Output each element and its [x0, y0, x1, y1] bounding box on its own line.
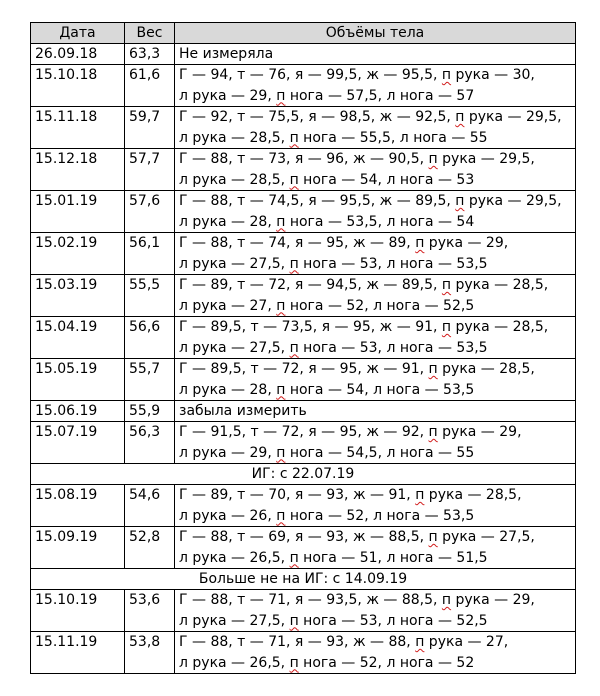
header-weight: Вес	[125, 23, 175, 44]
volumes-cell	[175, 527, 576, 569]
date-cell: 15.08.19	[31, 485, 125, 527]
volumes-text: нога — 54,5, л нога — 55	[285, 444, 475, 461]
volumes-cell	[175, 317, 576, 359]
volumes-line-1	[179, 632, 575, 653]
volumes-cell	[175, 359, 576, 401]
weight-cell: 59,7	[125, 107, 175, 149]
spellcheck-underlined-word: п	[289, 129, 299, 146]
volumes-cell	[175, 149, 576, 191]
spellcheck-underlined-word: п	[455, 109, 465, 125]
volumes-line-2	[179, 611, 575, 632]
volumes-text: Г — 89,5, т — 72, я — 95, ж — 91,	[179, 361, 429, 377]
table-row	[31, 233, 576, 275]
spellcheck-underlined-word: п	[276, 444, 286, 461]
table-row	[31, 65, 576, 107]
volumes-text: рука — 29,	[424, 235, 509, 251]
volumes-text: л рука — 29,	[179, 87, 277, 104]
volumes-cell: Не измеряла	[175, 44, 576, 65]
volumes-line-1	[179, 149, 575, 170]
volumes-text: рука — 28,5,	[437, 361, 535, 377]
table-row	[31, 191, 576, 233]
volumes-line-2	[179, 338, 575, 359]
weight-cell: 53,8	[125, 632, 175, 674]
table-row	[31, 401, 576, 422]
spellcheck-underlined-word: п	[441, 319, 452, 335]
volumes-line-2	[179, 653, 575, 674]
volumes-text: Г — 88, т — 74, я — 95, ж — 89,	[179, 235, 416, 251]
volumes-line-2	[179, 86, 575, 107]
volumes-cell	[175, 191, 576, 233]
volumes-text: нога — 53, л нога — 53,5	[298, 255, 488, 272]
volumes-text: л рука — 26,5,	[179, 549, 290, 566]
date-cell: 15.01.19	[31, 191, 125, 233]
volumes-text: Г — 88, т — 69, я — 93, ж — 88,5,	[179, 529, 429, 545]
spellcheck-underlined-word: п	[289, 612, 299, 629]
volumes-cell: забыла измерить	[175, 401, 576, 422]
spellcheck-underlined-word: п	[276, 507, 286, 524]
volumes-text: рука — 29,5,	[464, 193, 562, 209]
spellcheck-underlined-word: п	[441, 67, 452, 83]
volumes-text: Г — 94, т — 76, я — 99,5, ж — 95,5,	[179, 67, 442, 83]
spellcheck-underlined-word: п	[276, 297, 286, 314]
volumes-cell	[175, 422, 576, 464]
section-separator-row	[31, 569, 576, 590]
spellcheck-underlined-word: п	[289, 549, 299, 566]
volumes-text: л рука — 28,5,	[179, 129, 290, 146]
volumes-text: нога — 53, л нога — 52,5	[298, 612, 488, 629]
volumes-line-2	[179, 254, 575, 275]
volumes-line-2	[179, 212, 575, 233]
date-cell: 15.05.19	[31, 359, 125, 401]
spellcheck-underlined-word: п	[276, 381, 286, 398]
date-cell: 26.09.18	[31, 44, 125, 65]
date-cell: 15.07.19	[31, 422, 125, 464]
volumes-line-2	[179, 443, 575, 464]
table-row	[31, 527, 576, 569]
volumes-text: нога — 52, л нога — 52,5	[285, 297, 475, 314]
volumes-text: нога — 53,5, л нога — 54	[285, 213, 475, 230]
spellcheck-underlined-word: п	[415, 235, 425, 251]
spellcheck-underlined-word: п	[289, 255, 299, 272]
volumes-text: л рука — 26,5,	[179, 654, 290, 671]
volumes-text: Г — 89, т — 72, я — 94,5, ж — 89,5,	[179, 277, 442, 293]
header-row	[31, 23, 576, 44]
date-cell: 15.11.18	[31, 107, 125, 149]
volumes-text: л рука — 27,5,	[179, 255, 290, 272]
date-cell: 15.04.19	[31, 317, 125, 359]
spellcheck-underlined-word: п	[415, 634, 425, 650]
volumes-text: Г — 89,5, т — 73,5, я — 95, ж — 91,	[179, 319, 442, 335]
volumes-text: нога — 53, л нога — 53,5	[298, 339, 488, 356]
volumes-cell	[175, 107, 576, 149]
table-row	[31, 275, 576, 317]
volumes-line-2	[179, 506, 575, 527]
volumes-cell	[175, 233, 576, 275]
date-cell: 15.10.19	[31, 590, 125, 632]
volumes-cell	[175, 275, 576, 317]
spellcheck-underlined-word: п	[276, 87, 286, 104]
date-cell: 15.06.19	[31, 401, 125, 422]
volumes-text: рука — 28,5,	[424, 487, 522, 503]
table-row	[31, 107, 576, 149]
volumes-text: Г — 88, т — 73, я — 96, ж — 90,5,	[179, 151, 429, 167]
spellcheck-underlined-word: п	[455, 193, 465, 209]
weight-cell: 57,7	[125, 149, 175, 191]
spellcheck-underlined-word: п	[415, 487, 425, 503]
date-cell: 15.02.19	[31, 233, 125, 275]
table-row	[31, 422, 576, 464]
volumes-line-2	[179, 296, 575, 317]
volumes-text: Г — 92, т — 75,5, я — 98,5, ж — 92,5,	[179, 109, 456, 125]
volumes-line-2	[179, 128, 575, 149]
volumes-text: рука — 30,	[451, 67, 535, 83]
volumes-text: рука — 29,5,	[437, 151, 535, 167]
table-row	[31, 632, 576, 674]
volumes-line-1	[179, 65, 575, 86]
volumes-text: л рука — 26,	[179, 507, 277, 524]
volumes-text: рука — 27,5,	[437, 529, 535, 545]
weight-cell: 56,6	[125, 317, 175, 359]
volumes-text: Г — 88, т — 74,5, я — 95,5, ж — 89,5,	[179, 193, 456, 209]
date-cell: 15.10.18	[31, 65, 125, 107]
volumes-text: нога — 54, л нога — 53,5	[285, 381, 475, 398]
volumes-line-1	[179, 359, 575, 380]
volumes-text: нога — 55,5, л нога — 55	[298, 129, 488, 146]
header-date: Дата	[31, 23, 125, 44]
volumes-text: л рука — 28,5,	[179, 171, 290, 188]
volumes-text: нога — 52, л нога — 53,5	[285, 507, 475, 524]
table-body	[31, 44, 576, 674]
section-separator-row	[31, 464, 576, 485]
measurements-table	[30, 22, 576, 674]
spellcheck-underlined-word: п	[441, 592, 452, 608]
weight-cell: 52,8	[125, 527, 175, 569]
volumes-line-1	[179, 275, 575, 296]
weight-cell: 57,6	[125, 191, 175, 233]
volumes-line-1	[179, 590, 575, 611]
table-row	[31, 44, 576, 65]
spellcheck-underlined-word: п	[428, 424, 438, 440]
volumes-text: рука — 29,	[451, 592, 535, 608]
volumes-text: рука — 28,5,	[451, 277, 549, 293]
weight-cell: 55,5	[125, 275, 175, 317]
volumes-text: Г — 88, т — 71, я — 93, ж — 88,	[179, 634, 416, 650]
spellcheck-underlined-word: п	[428, 361, 438, 377]
weight-cell: 61,6	[125, 65, 175, 107]
volumes-text: л рука — 27,5,	[179, 612, 290, 629]
header-volumes: Объёмы тела	[175, 23, 576, 44]
volumes-text: Г — 89, т — 70, я — 93, ж — 91,	[179, 487, 416, 503]
volumes-text: л рука — 28,	[179, 381, 277, 398]
weight-cell: 56,1	[125, 233, 175, 275]
volumes-text: рука — 29,5,	[464, 109, 562, 125]
volumes-line-1	[179, 317, 575, 338]
volumes-line-1	[179, 107, 575, 128]
volumes-cell	[175, 485, 576, 527]
volumes-line-1	[179, 422, 575, 443]
date-cell: 15.12.18	[31, 149, 125, 191]
volumes-line-1	[179, 191, 575, 212]
spellcheck-underlined-word: п	[428, 151, 438, 167]
volumes-text: Г — 88, т — 71, я — 93,5, ж — 88,5,	[179, 592, 442, 608]
volumes-text: нога — 57,5, л нога — 57	[285, 87, 475, 104]
volumes-line-2	[179, 548, 575, 569]
volumes-cell	[175, 65, 576, 107]
volumes-text: л рука — 27,	[179, 297, 277, 314]
volumes-text: нога — 54, л нога — 53	[298, 171, 475, 188]
spellcheck-underlined-word: п	[289, 339, 299, 356]
volumes-text: нога — 51, л нога — 51,5	[298, 549, 488, 566]
volumes-text: Г — 91,5, т — 72, я — 95, ж — 92,	[179, 424, 429, 440]
spellcheck-underlined-word: п	[289, 654, 299, 671]
section-separator-label: ИГ: с 22.07.19	[31, 464, 576, 485]
volumes-line-1	[179, 233, 575, 254]
spellcheck-underlined-word: п	[441, 277, 452, 293]
date-cell: 15.09.19	[31, 527, 125, 569]
volumes-line-2	[179, 170, 575, 191]
weight-cell: 56,3	[125, 422, 175, 464]
volumes-line-2	[179, 380, 575, 401]
spellcheck-underlined-word: п	[289, 171, 299, 188]
section-separator-label: Больше не на ИГ: с 14.09.19	[31, 569, 576, 590]
weight-cell: 55,9	[125, 401, 175, 422]
volumes-text: л рука — 29,	[179, 444, 277, 461]
table-row	[31, 359, 576, 401]
volumes-text: рука — 28,5,	[451, 319, 549, 335]
volumes-cell	[175, 590, 576, 632]
date-cell: 15.03.19	[31, 275, 125, 317]
weight-cell: 63,3	[125, 44, 175, 65]
weight-cell: 54,6	[125, 485, 175, 527]
table-row	[31, 149, 576, 191]
volumes-text: нога — 52, л нога — 52	[298, 654, 475, 671]
table-row	[31, 317, 576, 359]
table-row	[31, 485, 576, 527]
weight-cell: 55,7	[125, 359, 175, 401]
volumes-line-1	[179, 527, 575, 548]
volumes-cell	[175, 632, 576, 674]
spellcheck-underlined-word: п	[276, 213, 286, 230]
volumes-text: рука — 27,	[424, 634, 509, 650]
date-cell: 15.11.19	[31, 632, 125, 674]
volumes-text: л рука — 28,	[179, 213, 277, 230]
table-row	[31, 590, 576, 632]
volumes-line-1	[179, 485, 575, 506]
spellcheck-underlined-word: п	[428, 529, 438, 545]
weight-cell: 53,6	[125, 590, 175, 632]
volumes-text: л рука — 27,5,	[179, 339, 290, 356]
volumes-text: рука — 29,	[437, 424, 522, 440]
